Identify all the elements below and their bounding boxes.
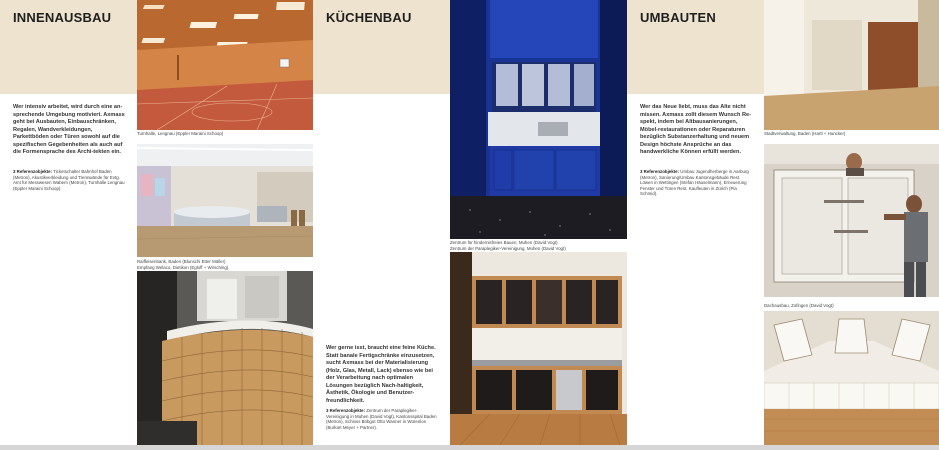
refs-list: Ticketschalter Bahnhof Baden (Metron), Akustikverkleidung und Trennwände für Evtg. Amt für Messwesen Wabern (Metron), Turnhalle Lengnau (Eppler Maraini Schoop). (13, 169, 125, 191)
refs-umbauten (640, 169, 754, 197)
page-bottom-edge (0, 445, 939, 450)
caption-zentrum-2: Zentrum der Paraplegiker-Vereinigung, Muhen (David Vogt) (450, 246, 566, 251)
photo-curved-shelving (137, 271, 313, 445)
photo-attic (764, 311, 939, 445)
caption-zentrum-1: Zentrum für hindernisfreies Bauen, Muhen (David Vogt) (450, 240, 558, 245)
body-kuechenbau: Wer gerne isst, braucht eine feine Küche. Statt banale Fertigschränke einzusetzen, sucht Axmass bei der Materialisierung (Holz, Glas, Metall, Lack) ebenso wie bei der Verarbeitung nach optimalen Lösungen bezüglich Nach-haltigkeit, Ästhetik, Ökologie und Benutzer-freundlichkeit. (326, 345, 436, 404)
refs-label: 3 Referenzobjekte: (326, 408, 366, 413)
refs-label: 3 Referenzobjekte: (640, 169, 680, 174)
refs-list: Umbau Jugendherberge in Aarburg (Metron), Sanierung/Umbau Kantonsgebäude Rest. Löwen in Wettingen (Stefan Häuselmann), Erneuerung Fenster und Türen Rest. Kaufleuten in Zürich (Pia Schmid). (640, 169, 749, 197)
refs-kuechenbau (326, 408, 440, 430)
refs-innenausbau (13, 169, 127, 191)
refs-list: Zentrum der Paraplegiker-Vereinigung in Muhen (David Vogt), Kantonsspital Baden (Metron), Schloss Böbgut Otto Wanner in Würenlos (Burkart Meyer + Partner). (326, 408, 437, 430)
heading-kuechenbau: KÜCHENBAU (326, 10, 412, 25)
photo-wood-kitchen (450, 252, 627, 445)
body-umbauten: Wer das Neue liebt, muss das Alte nicht missen. Axmass zollt diesem Wunsch Re-spekt, indem bei Altbausanierungen, Möbel-restaurationen oder Reparaturen bezüglich Substanzerhaltung und neuem Design höchste Ansprüche an das handwerkliche Können erfüllt werden. (640, 104, 751, 155)
caption-raiffeisenbank-2: Empfang Welaco, Dietikon (Egloff + Wirsching) (137, 265, 229, 270)
heading-umbauten: UMBAUTEN (640, 10, 716, 25)
caption-stadtverwaltung: Stadtverwaltung, Baden (Hartl + Huncker) (764, 131, 846, 136)
caption-raiffeisenbank-1: Raiffeisenbank, Baden (Blunschi Etter Müller) (137, 259, 226, 264)
photo-carpenters (764, 144, 939, 297)
heading-innenausbau: INNENAUSBAU (13, 10, 112, 25)
photo-blue-kitchen (450, 0, 627, 239)
caption-turnhalle: Turnhalle, Lengnau (Eppler Maraini Schoop) (137, 131, 224, 136)
photo-raiffeisenbank (137, 144, 313, 257)
photo-stadtverwaltung (764, 0, 939, 130)
refs-label: 3 Referenzobjekte: (13, 169, 53, 174)
caption-dachausbau: Dachausbau, Zofingen (David Vogt) (764, 303, 834, 308)
body-innenausbau: Wer intensiv arbeitet, wird durch eine an-sprechende Umgebung motiviert. Axmass geht bei Ausbauten, Einbauschränken, Regalen, Wandverkleidungen, Parkettböden oder Türen sowohl auf die spezifischen Gegebenheiten als auch auf die Formensprache des Archi-tekten ein. (13, 104, 125, 155)
photo-turnhalle (137, 0, 313, 130)
